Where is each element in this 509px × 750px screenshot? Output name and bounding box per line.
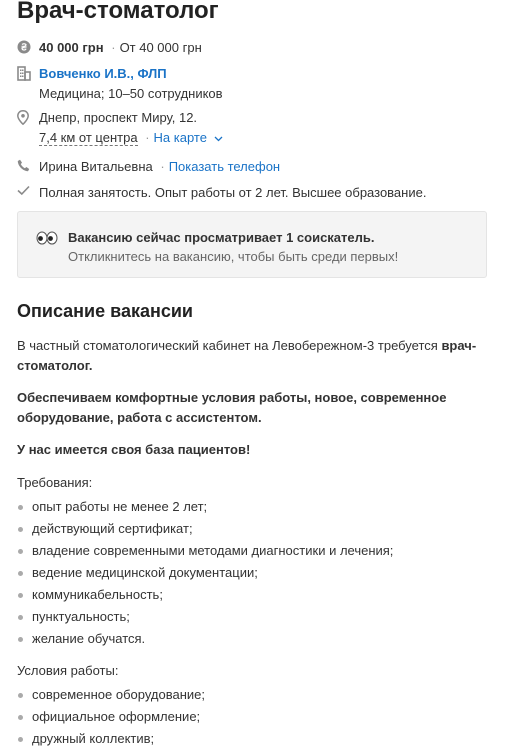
distance-from-center[interactable]: 7,4 км от центра: [39, 130, 138, 145]
phone-icon: [17, 157, 39, 172]
list-item: официальное оформление;: [17, 706, 487, 728]
conditions-paragraph: [17, 388, 487, 428]
list-item: пунктуальность;: [17, 606, 487, 628]
patients-paragraph: [17, 440, 487, 460]
salary-separator: ·: [111, 40, 116, 55]
conditions-bold: Обеспечиваем комфортные условия работы, новое, современное оборудование, работа с ассистентом.: [17, 390, 447, 425]
list-item: ведение медицинской документации;: [17, 562, 487, 584]
contact-row: [17, 157, 497, 183]
address-text: Днепр, проспект Миру, 12.: [39, 110, 198, 125]
list-item: дружный коллектив;: [17, 728, 487, 750]
work-conditions-label: Условия работы:: [17, 663, 119, 678]
list-item: желание обучатся.: [17, 628, 487, 650]
requirements-summary: Полная занятость. Опыт работы от 2 лет. Высшее образование.: [39, 185, 427, 200]
contact-name: Ирина Витальевна: [39, 159, 153, 174]
on-map-link[interactable]: [154, 130, 223, 145]
intro-text: В частный стоматологический кабинет на Левобережном-3 требуется: [17, 338, 442, 353]
salary-row: [17, 38, 497, 64]
building-icon: [17, 64, 39, 81]
description-heading: Описание вакансии: [17, 301, 194, 321]
patients-bold: У нас имеется своя база пациентов!: [17, 442, 251, 457]
list-item: коммуникабельность;: [17, 584, 487, 606]
map-pin-icon: [17, 108, 39, 125]
intro-bold: врач-стоматолог.: [17, 338, 477, 373]
vacancy-title: Врач-стоматолог: [17, 0, 219, 24]
chevron-down-icon: [214, 136, 223, 142]
company-info: Медицина; 10–50 сотрудников: [39, 86, 223, 101]
hryvnia-coin-icon: [17, 38, 39, 54]
address-row: [17, 108, 497, 152]
company-row: [17, 64, 497, 108]
viewers-alert: [17, 211, 487, 278]
address-separator: ·: [145, 130, 150, 145]
salary-alt: От 40 000 грн: [119, 40, 202, 55]
eyes-emoji-icon: [36, 229, 68, 248]
show-phone-link[interactable]: Показать телефон: [168, 159, 281, 174]
requirements-label: Требования:: [17, 475, 93, 490]
requirements-list: [17, 496, 487, 650]
contact-separator: ·: [160, 159, 165, 174]
alert-title: Вакансию сейчас просматривает 1 соискатель.: [68, 230, 375, 245]
checkmark-icon: [17, 183, 39, 196]
list-item: действующий сертификат;: [17, 518, 487, 540]
work-conditions-list: [17, 684, 487, 750]
salary-main: 40 000 грн: [39, 40, 104, 55]
vacancy-description: [17, 336, 487, 750]
list-item: опыт работы не менее 2 лет;: [17, 496, 487, 518]
list-item: владение современными методами диагностики и лечения;: [17, 540, 487, 562]
company-link[interactable]: Вовченко И.В., ФЛП: [39, 66, 167, 81]
vacancy-info: [17, 38, 497, 209]
list-item: современное оборудование;: [17, 684, 487, 706]
alert-subtitle: Откликнитесь на вакансию, чтобы быть среди первых!: [68, 249, 399, 264]
on-map-label: На карте: [153, 130, 207, 145]
description-intro: [17, 336, 487, 376]
requirements-summary-row: [17, 183, 497, 209]
